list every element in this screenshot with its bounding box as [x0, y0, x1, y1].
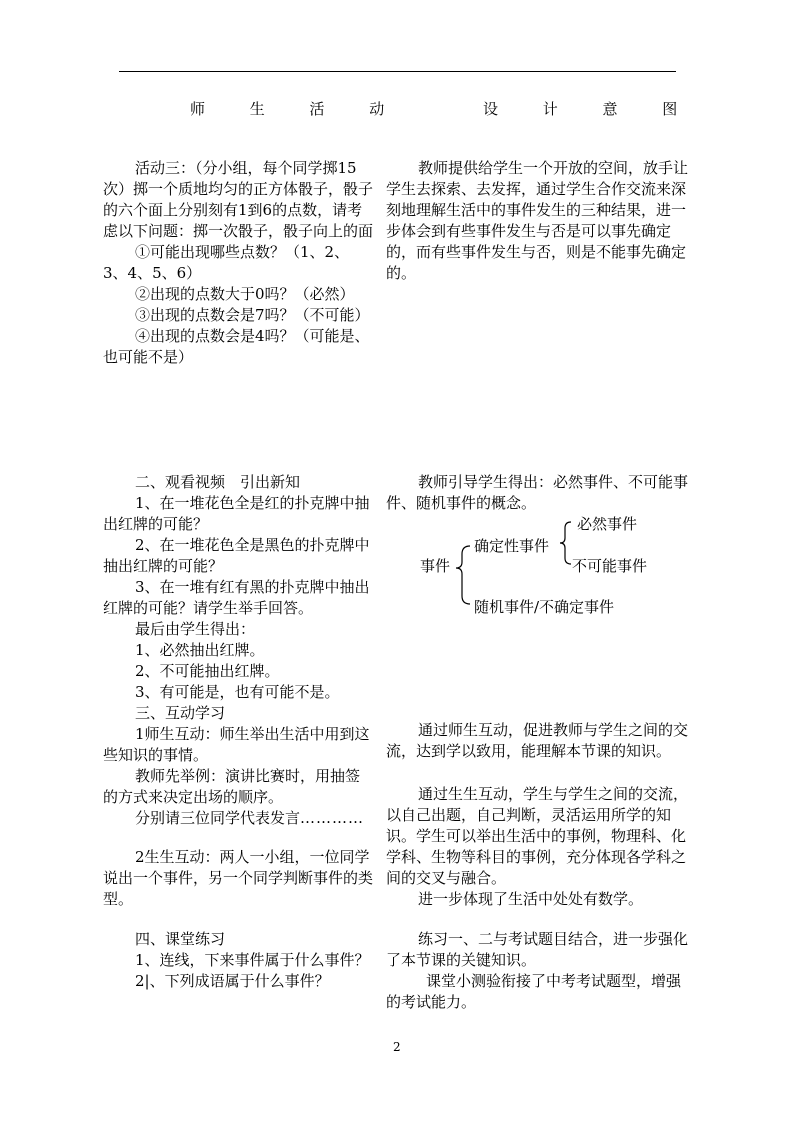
inner-brace — [560, 522, 571, 564]
section3-teacher-example: 教师先举例：演讲比赛时，用抽签的方式来决定出场的顺序。 — [103, 767, 361, 806]
event-classification-diagram — [386, 508, 686, 618]
section2-item-1: 1、在一堆花色全是红的扑克牌中抽出红牌的可能？ — [103, 494, 370, 533]
intent-student-student: 通过生生互动，学生与学生之间的交流，以自己出题，自己判断，灵活运用所学的知识。学生可以举出生活中的事例，物理科、化学科、生物等科目的事例，充分体现各学科之间的交叉与融合。 — [386, 785, 689, 887]
diagram-random-event: 随机事件/不确定事件 — [474, 598, 615, 616]
activity3-intro: 活动三：（分小组，每个同学掷15次）掷一个质地均匀的正方体骰子，骰子的六个面上分别刻有1到6的点数，请考虑以下问题：掷一次骰子，骰子向上的面 — [103, 159, 374, 240]
diagram-impossible-event: 不可能事件 — [572, 557, 648, 575]
diagram-root-event: 事件 — [420, 557, 451, 575]
section4-item-2: 2|、下列成语属于什么事件？ — [135, 972, 330, 990]
activity3-question-1: ①可能出现哪些点数？（1、2、3、4、5、6） — [103, 243, 350, 282]
section2-conclusion-2: 2、不可能抽出红牌。 — [135, 662, 280, 680]
section2-conclusion-3: 3、有可能是，也有可能不是。 — [135, 683, 340, 701]
intent-math-everywhere: 进一步体现了生活中处处有数学。 — [418, 890, 644, 908]
intent-open-space: 教师提供给学生一个开放的空间，放手让学生去探索、去发挥，通过学生合作交流来深刻地理解生活中的事件发生的三种结果，进一步体会到有些事件发生与否是可以事先确定的，而有些事件发生与否，则是不能事先确定的。 — [386, 159, 689, 282]
diagram-certain-event: 必然事件 — [577, 515, 638, 533]
intent-practice: 练习一、二与考试题目结合，进一步强化了本节课的关键知识。 — [386, 930, 689, 969]
intent-block-1 — [386, 158, 692, 284]
intent-teacher-student: 通过师生互动，促进教师与学生之间的交流，达到学以致用，能理解本节课的知识。 — [386, 721, 689, 760]
section3-student-block — [103, 847, 373, 910]
intent-concepts: 教师引导学生得出：必然事件、不可能事件、随机事件的概念。 — [386, 473, 689, 512]
intent-block-5 — [386, 929, 692, 1013]
left-column-title: 师 生 活 动 — [190, 100, 405, 118]
page-number: 2 — [393, 1040, 401, 1054]
header-rule — [119, 71, 676, 72]
section2-title: 二、观看视频 引出新知 — [135, 473, 301, 491]
section2-block — [103, 472, 373, 829]
section2-item-3: 3、在一堆有红有黑的扑克牌中抽出红牌的可能？请学生举手回答。 — [103, 578, 370, 617]
intent-quiz: 课堂小测验衔接了中考考试题型，增强的考试能力。 — [386, 972, 682, 1011]
section2-conclusion-1: 1、必然抽出红牌。 — [135, 641, 265, 659]
right-column-title: 设 计 意 图 — [483, 100, 698, 118]
activity3-question-4: ④出现的点数会是4吗？（可能是、也可能不是） — [103, 327, 370, 366]
section3-teacher-student: 1师生互动：师生举出生活中用到这些知识的事情。 — [103, 725, 370, 764]
activity3-question-3: ③出现的点数会是7吗？（不可能） — [135, 306, 370, 324]
diagram-deterministic-event: 确定性事件 — [474, 537, 550, 555]
intent-block-4 — [386, 784, 692, 910]
section3-student-speech — [103, 808, 373, 829]
section3-student-student: 2生生互动：两人一小组，一位同学说出一个事件，另一个同学判断事件的类型。 — [103, 848, 374, 908]
intent-block-3 — [386, 720, 692, 762]
section4-block — [103, 929, 373, 992]
activity3-question-2: ②出现的点数大于0吗？（必然） — [135, 285, 355, 303]
section4-title: 四、课堂练习 — [135, 930, 226, 948]
activity3-block — [103, 158, 373, 368]
section3-speech-text: 分别请三位同学代表发言 — [135, 809, 301, 827]
section2-item-2: 2、在一堆花色全是黑色的扑克牌中抽出红牌的可能？ — [103, 536, 370, 575]
section2-conclusion: 最后由学生得出： — [135, 620, 256, 638]
section3-title: 三、互动学习 — [135, 704, 226, 722]
section3-speech-dots: ………… — [300, 809, 365, 827]
section4-item-1: 1、连线，下来事件属于什么事件？ — [135, 951, 370, 969]
outer-brace — [456, 546, 470, 604]
